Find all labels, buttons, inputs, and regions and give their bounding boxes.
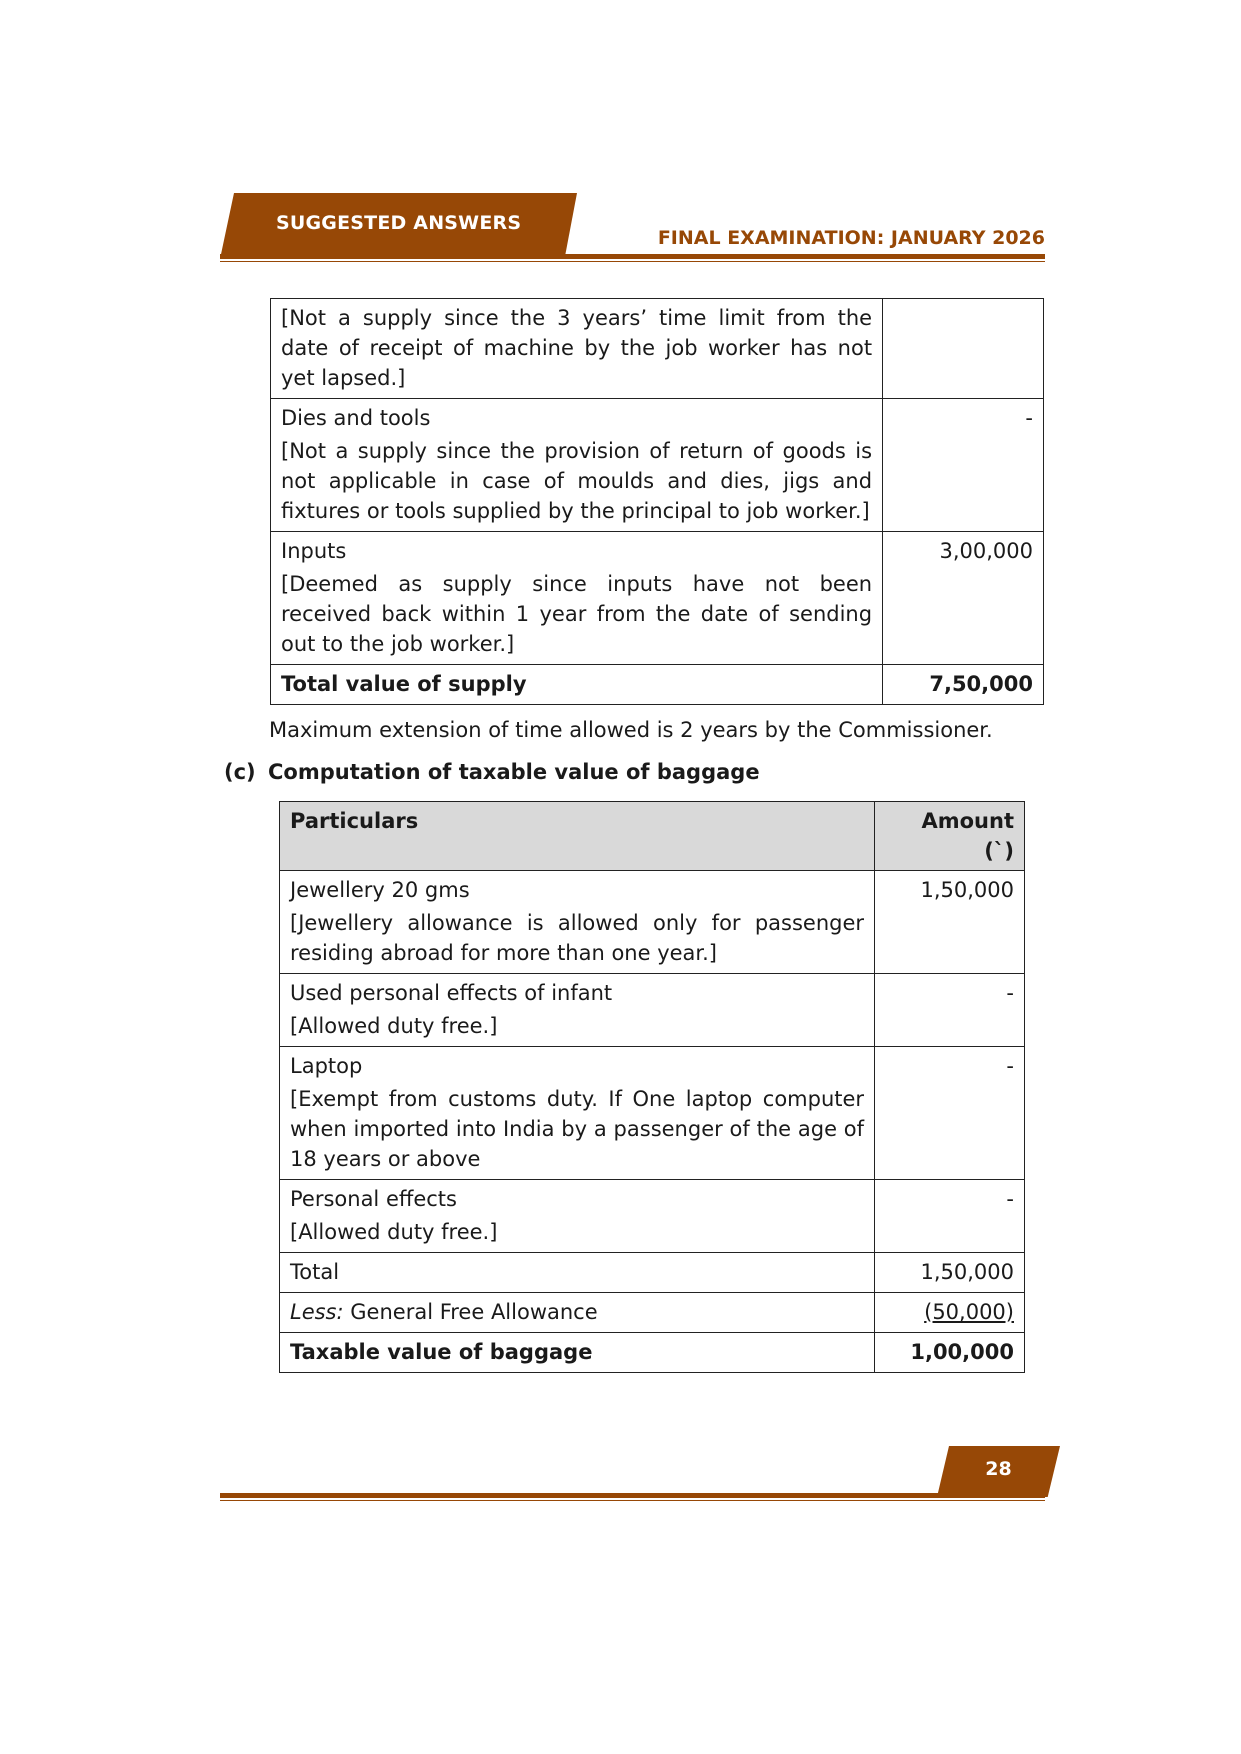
row-note: [Not a supply since the 3 years’ time limit from the date of receipt of machine by the job worker has not yet lapsed.] xyxy=(281,306,873,390)
amount-cell: 1,50,000 xyxy=(875,871,1025,974)
table-header-row xyxy=(280,802,1025,871)
extension-note: Maximum extension of time allowed is 2 years by the Commissioner. xyxy=(269,718,993,742)
row-note: [Allowed duty free.] xyxy=(290,1014,498,1038)
section-label: (c) xyxy=(224,760,256,784)
amount-cell: 3,00,000 xyxy=(883,532,1044,665)
particular-cell xyxy=(280,1180,875,1253)
header-right-title: FINAL EXAMINATION: JANUARY 2026 xyxy=(657,227,1045,249)
particular-cell xyxy=(280,1047,875,1180)
header-rule-thin xyxy=(220,261,1045,262)
amount-cell xyxy=(883,299,1044,399)
table-row xyxy=(280,974,1025,1047)
footer-rule xyxy=(220,1493,1045,1498)
header-rule xyxy=(220,254,1045,259)
final-total-row xyxy=(280,1333,1025,1373)
particular-cell xyxy=(271,399,883,532)
row-particular: Inputs xyxy=(281,539,347,563)
header-particulars: Particulars xyxy=(280,802,875,871)
total-amount: 7,50,000 xyxy=(883,665,1044,705)
particular-cell xyxy=(271,299,883,399)
table-row xyxy=(280,1180,1025,1253)
less-prefix: Less: xyxy=(290,1300,344,1324)
page-number: 28 xyxy=(985,1458,1012,1480)
section-title: Computation of taxable value of baggage xyxy=(268,760,760,784)
total-row xyxy=(271,665,1044,705)
table-row xyxy=(271,299,1044,399)
particular-cell xyxy=(280,974,875,1047)
less-amount: (50,000) xyxy=(924,1300,1014,1324)
table-row xyxy=(271,399,1044,532)
subtotal-label: Total xyxy=(280,1253,875,1293)
row-particular: Jewellery 20 gms xyxy=(290,878,470,902)
particular-cell xyxy=(280,871,875,974)
row-note: [Deemed as supply since inputs have not been received back within 1 year from the date of sending out to the job worker.] xyxy=(281,572,873,656)
subtotal-amount: 1,50,000 xyxy=(875,1253,1025,1293)
amount-cell: - xyxy=(883,399,1044,532)
row-note: [Exempt from customs duty. If One laptop computer when imported into India by a passenger of the age of 18 years or above xyxy=(290,1087,865,1171)
baggage-value-table xyxy=(279,801,1025,1373)
table-row xyxy=(280,871,1025,974)
less-label: General Free Allowance xyxy=(350,1300,598,1324)
header-left-title: SUGGESTED ANSWERS xyxy=(276,212,522,234)
footer-rule-thin xyxy=(220,1500,1045,1501)
row-note: [Not a supply since the provision of return of goods is not applicable in case of moulds and dies, jigs and fixtures or tools supplied by the principal to job worker.] xyxy=(281,439,873,523)
table-row xyxy=(271,532,1044,665)
amount-cell: - xyxy=(875,974,1025,1047)
supply-value-table xyxy=(270,298,1044,705)
less-amount-cell xyxy=(875,1293,1025,1333)
row-note: [Jewellery allowance is allowed only for passenger residing abroad for more than one year.] xyxy=(290,911,865,965)
total-label: Total value of supply xyxy=(271,665,883,705)
row-particular: Dies and tools xyxy=(281,406,431,430)
row-particular: Used personal effects of infant xyxy=(290,981,613,1005)
less-row xyxy=(280,1293,1025,1333)
header-amount: Amount (`) xyxy=(875,802,1025,871)
table-row xyxy=(280,1047,1025,1180)
final-label: Taxable value of baggage xyxy=(280,1333,875,1373)
amount-cell: - xyxy=(875,1047,1025,1180)
particular-cell xyxy=(271,532,883,665)
amount-cell: - xyxy=(875,1180,1025,1253)
final-amount: 1,00,000 xyxy=(875,1333,1025,1373)
less-cell xyxy=(280,1293,875,1333)
row-particular: Laptop xyxy=(290,1054,363,1078)
row-particular: Personal effects xyxy=(290,1187,457,1211)
row-note: [Allowed duty free.] xyxy=(290,1220,498,1244)
subtotal-row xyxy=(280,1253,1025,1293)
